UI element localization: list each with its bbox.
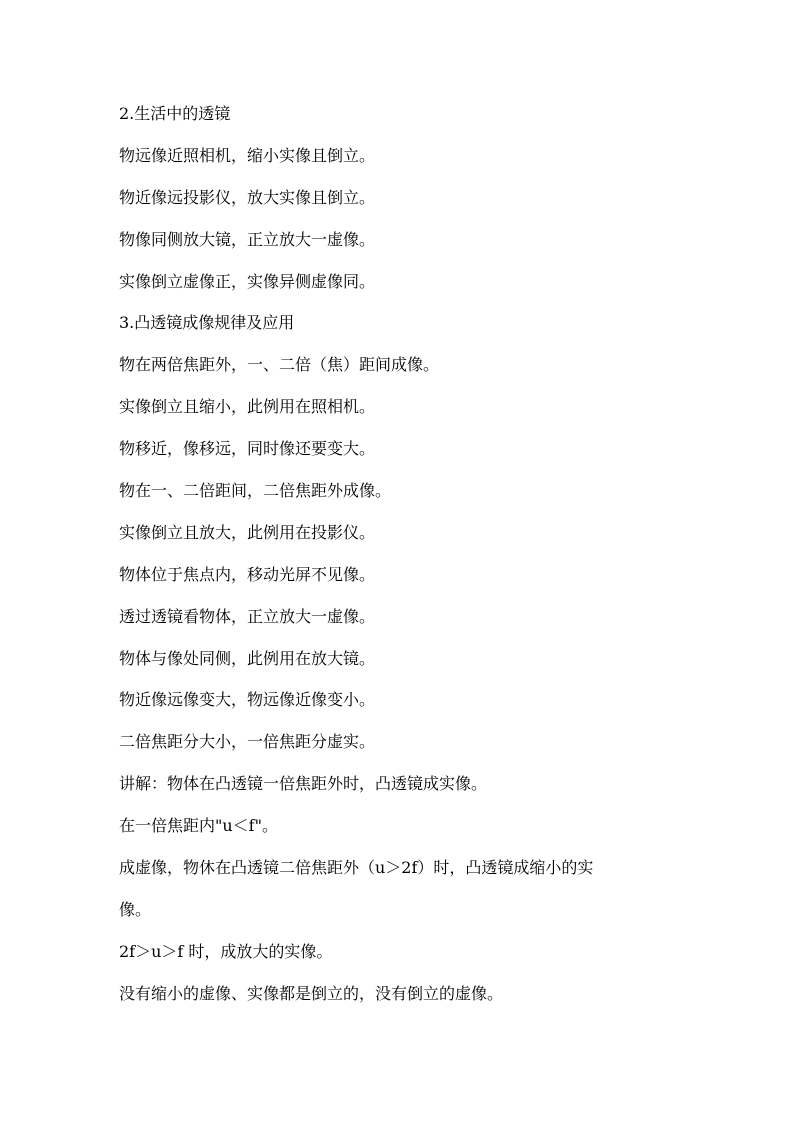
explanation-line-continued: 像。 [119, 899, 152, 919]
text-line: 二倍焦距分大小，一倍焦距分虚实。 [119, 732, 376, 752]
text-line: 物体与像处同侧，此例用在放大镜。 [119, 648, 376, 668]
text-line: 物在两倍焦距外，一、二倍（焦）距间成像。 [119, 355, 440, 375]
text-line: 物近像远像变大，物远像近像变小。 [119, 690, 376, 710]
explanation-line: 在一倍焦距内"u＜f"。 [119, 816, 278, 836]
text-line: 实像倒立且放大，此例用在投影仪。 [119, 522, 376, 542]
section-heading-convex-lens-rules: 3.凸透镜成像规律及应用 [119, 313, 295, 333]
text-line: 实像倒立虚像正，实像异侧虚像同。 [119, 271, 376, 291]
text-line: 实像倒立且缩小，此例用在照相机。 [119, 397, 376, 417]
explanation-line: 成虚像，物休在凸透镜二倍焦距外（u＞2f）时，凸透镜成缩小的实 [119, 858, 594, 878]
text-line: 透过透镜看物体，正立放大一虚像。 [119, 606, 376, 626]
explanation-line: 2f＞u＞f 时，成放大的实像。 [119, 941, 333, 961]
text-line: 物近像远投影仪，放大实像且倒立。 [119, 187, 376, 207]
text-line: 物像同侧放大镜，正立放大一虚像。 [119, 229, 376, 249]
text-line: 物在一、二倍距间，二倍焦距外成像。 [119, 481, 392, 501]
text-line: 物移近，像移远，同时像还要变大。 [119, 439, 376, 459]
document-body [119, 104, 699, 1026]
explanation-line: 讲解：物体在凸透镜一倍焦距外时，凸透镜成实像。 [119, 774, 488, 794]
text-line: 物远像近照相机，缩小实像且倒立。 [119, 145, 376, 165]
explanation-line: 没有缩小的虚像、实像都是倒立的，没有倒立的虚像。 [119, 983, 504, 1003]
section-heading-lenses-in-life: 2.生活中的透镜 [119, 104, 231, 123]
text-line: 物体位于焦点内，移动光屏不见像。 [119, 564, 376, 584]
